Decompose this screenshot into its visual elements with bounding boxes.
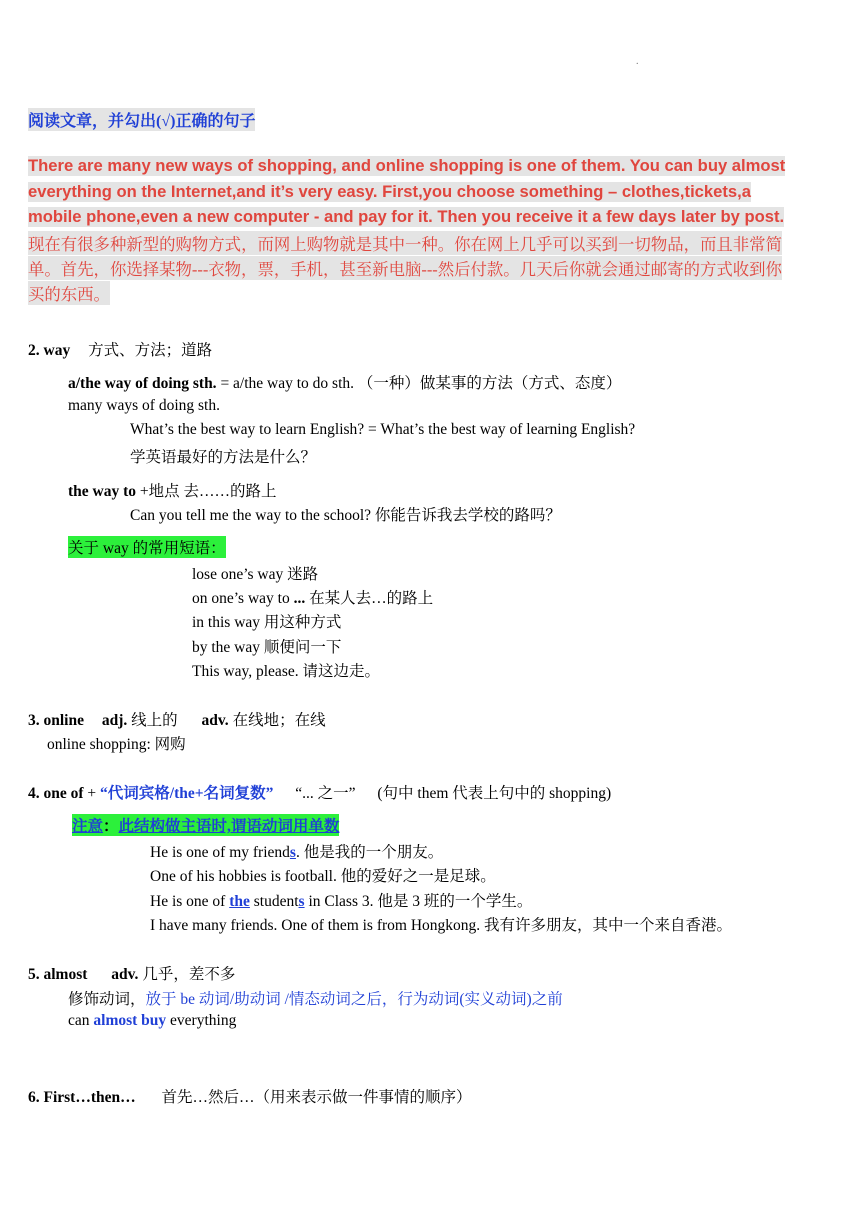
- online-adj-meaning: 线上的: [131, 712, 178, 729]
- one-of-plus: +: [83, 785, 101, 802]
- section-first-then-heading: [28, 1085, 472, 1107]
- way-phrase-2-a: on one’s way to: [192, 590, 294, 607]
- way-example-1: What’s the best way to learn English? = What’s the best way of learning English?: [130, 421, 636, 438]
- section-almost-title: 5. almost: [28, 966, 88, 983]
- way-pattern-3: [68, 479, 277, 501]
- one-of-example-3-e: in Class 3. 他是 3 班的一个学生。: [304, 893, 533, 910]
- section-way-meaning: 方式、方法；道路: [88, 342, 213, 359]
- one-of-note-colon: ：: [103, 818, 119, 835]
- section-way-title: 2. way: [28, 342, 71, 359]
- one-of-example-2: One of his hobbies is football. 他的爱好之一是足球。: [150, 868, 496, 885]
- way-phrase-2: [192, 586, 433, 608]
- almost-example-c: everything: [166, 1012, 237, 1029]
- almost-rule-a: 修饰动词，: [68, 991, 146, 1008]
- way-pattern-1-rest: = a/the way to do sth. （一种）做某事的方法（方式、态度）: [216, 375, 622, 392]
- section-online-title: 3. online: [28, 712, 84, 729]
- section-way-heading: [28, 338, 212, 360]
- passage-en-line-2: everything on the Internet,and it’s very easy. First,you choose something – clothes,tickets,a: [28, 182, 751, 201]
- way-pattern-3-rest: +地点 去……的路上: [136, 483, 277, 500]
- way-phrase-5: This way, please. 请这边走。: [192, 663, 380, 680]
- passage-cn-line-3: 买的东西。: [28, 281, 110, 305]
- online-adj-label: adj.: [101, 712, 128, 729]
- one-of-note-text: 此结构做主语时,谓语动词用单数: [118, 818, 340, 835]
- almost-adv-meaning: 几乎，差不多: [142, 966, 236, 983]
- passage-cn-line-1: 现在有很多种新型的购物方式，而网上购物就是其中一种。你在网上几乎可以买到一切物品，而且非常简: [28, 231, 782, 255]
- way-pattern-1: [68, 371, 621, 393]
- one-of-meaning: “... 之一”: [295, 785, 356, 802]
- section-one-of-heading: [28, 781, 611, 803]
- almost-example-b: almost buy: [93, 1012, 167, 1029]
- way-pattern-3-bold: the way to: [68, 483, 137, 500]
- one-of-example-3-the: the: [229, 893, 250, 910]
- almost-adv-label: adv.: [111, 966, 139, 983]
- way-example-1-translation: 学英语最好的方法是什么？: [130, 449, 317, 466]
- section-first-then-title: 6. First…then…: [28, 1089, 136, 1106]
- way-pattern-2: many ways of doing sth.: [68, 397, 220, 414]
- one-of-example-4: I have many friends. One of them is from Hongkong. 我有许多朋友，其中一个来自香港。: [150, 917, 733, 934]
- way-phrase-2-c: 在某人去…的路上: [305, 590, 434, 607]
- almost-example: [68, 1012, 236, 1030]
- one-of-example-3: [150, 889, 532, 911]
- one-of-note-label: 注意: [72, 818, 104, 835]
- passage-en-line-1: There are many new ways of shopping, and online shopping is one of them. You can buy almost: [28, 156, 786, 175]
- one-of-example-1: [150, 840, 443, 862]
- online-example: online shopping: 网购: [47, 736, 186, 753]
- one-of-paren-note: (句中 them 代表上句中的 shopping): [377, 785, 612, 802]
- first-then-meaning: 首先…然后…（用来表示做一件事情的顺序）: [161, 1089, 472, 1106]
- passage-en-line-3: mobile phone,even a new computer - and pay for it. Then you receive it a few days later by post.: [28, 207, 785, 226]
- way-phrase-3: in this way 用这种方式: [192, 614, 342, 631]
- way-pattern-1-bold: a/the way of doing sth.: [68, 375, 217, 392]
- almost-rule: [68, 987, 563, 1009]
- online-adv-meaning: 在线地；在线: [232, 712, 326, 729]
- way-phrase-1: lose one’s way 迷路: [192, 566, 319, 583]
- one-of-formula: “代词宾格/the+名词复数”: [100, 785, 274, 802]
- one-of-example-3-a: He is one of: [150, 893, 230, 910]
- one-of-example-1-a: He is one of my friend: [150, 844, 290, 861]
- passage-cn-line-2: 单。首先，你选择某物---衣物，票，手机，甚至新电脑---然后付款。几天后你就会通过邮寄的方式收到你: [28, 256, 782, 280]
- section-almost-heading: [28, 962, 235, 984]
- one-of-example-3-c: student: [249, 893, 299, 910]
- way-phrases-title: 关于 way 的常用短语：: [68, 536, 226, 558]
- header-mark: .: [636, 56, 639, 67]
- way-example-2: Can you tell me the way to the school? 你能告诉我去学校的路吗？: [130, 507, 561, 524]
- intro-instruction: 阅读文章，并勾出(√)正确的句子: [28, 108, 255, 131]
- almost-example-a: can: [68, 1012, 94, 1029]
- one-of-example-1-c: . 他是我的一个朋友。: [295, 844, 444, 861]
- way-phrase-2-dots: ...: [293, 590, 306, 607]
- one-of-example-3-s: s: [298, 893, 305, 910]
- one-of-note: [72, 814, 339, 836]
- online-adv-label: adv.: [201, 712, 229, 729]
- section-one-of-title: 4. one of: [28, 785, 84, 802]
- one-of-example-1-s: s: [289, 844, 296, 861]
- almost-rule-b: 放于 be 动词/助动词 /情态动词之后，行为动词(实义动词)之前: [145, 991, 563, 1008]
- way-phrase-4: by the way 顺便问一下: [192, 639, 342, 656]
- section-online-heading: [28, 708, 326, 730]
